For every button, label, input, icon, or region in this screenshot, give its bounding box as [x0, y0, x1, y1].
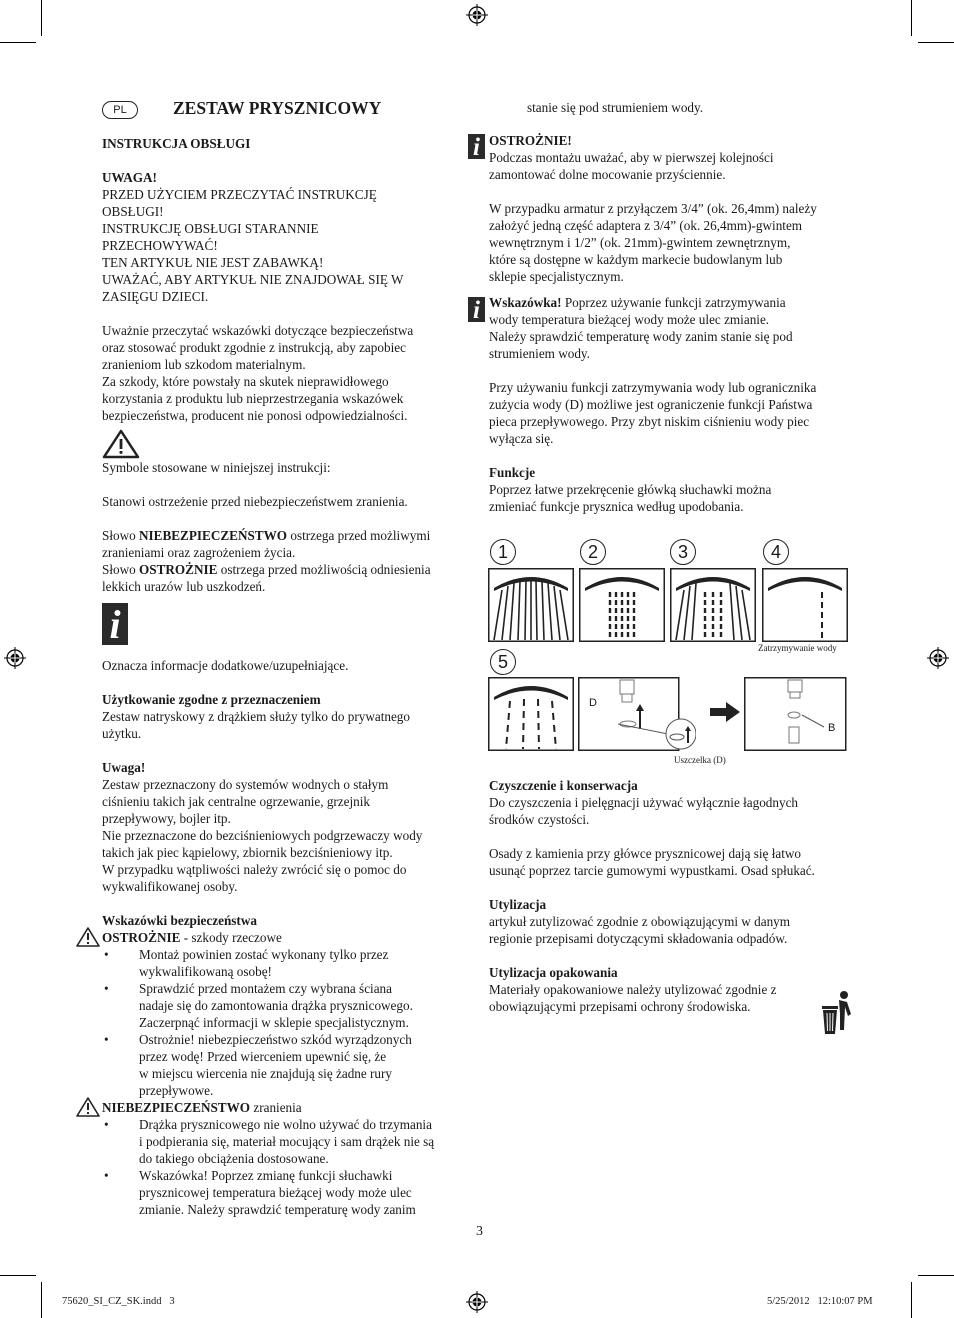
crop-mark — [41, 1282, 42, 1318]
spray-mode-5-icon — [488, 677, 574, 751]
note-line: takich jak piec kąpielowy, zbiornik bezciśnieniowy itp. — [102, 845, 393, 860]
packaging-line: obowiązującymi przepisami ochrony środowiska. — [489, 999, 751, 1014]
hint-line: Należy sprawdzić temperaturę wody zanim stanie się pod — [489, 329, 793, 344]
note-text — [102, 776, 472, 895]
limiter-line: Przy używaniu funkcji zatrzymywania wody lub ogranicznika — [489, 380, 817, 395]
continued-line: stanie się pod strumieniem wody. — [527, 100, 704, 115]
functions-text — [489, 481, 859, 515]
warning-line: ZASIĘGU DZIECI. — [102, 289, 209, 304]
intro-line: zranieniom lub szkodom materialnym. — [102, 357, 306, 372]
warning-triangle-icon — [76, 1097, 100, 1117]
warning-line: PRZECHOWYWAĆ! — [102, 238, 218, 253]
note-line: W przypadku wątpliwości należy zwrócić się o pomoc do — [102, 862, 407, 877]
symbols-text: Symbole stosowane w niniejszej instrukcji: — [102, 460, 331, 475]
cleaning-text — [489, 794, 859, 828]
bullet-text: Drążka prysznicowego nie wolno używać do trzymania i podpierania się, materiał mocujący i sam drążek nie są do takiego obciążenia dostosowane. — [139, 1117, 435, 1166]
danger-bullet — [102, 1116, 472, 1167]
warning-line: TEN ARTYKUŁ NIE JEST ZABAWKĄ! — [102, 255, 324, 270]
disposal-line: artykuł zutylizować zgodnie z obowiązującymi w danym — [489, 914, 791, 929]
functions-heading: Funkcje — [489, 465, 536, 480]
arrow-right-icon — [708, 701, 742, 723]
language-badge: PL — [102, 101, 138, 119]
note-line: wykwalifikowanej osoby. — [102, 879, 238, 894]
footer-file: 75620_SI_CZ_SK.indd 3 — [62, 1296, 175, 1307]
adapter-line: sklepie specjalistycznym. — [489, 269, 624, 284]
warning-triangle-icon — [76, 927, 100, 947]
bullet-mark: • — [104, 1117, 109, 1132]
caution-word: OSTROŻNIE — [139, 562, 218, 577]
limescale-line: Osady z kamienia przy główce prysznicowej dają się łatwo — [489, 846, 801, 861]
warning-line: INSTRUKCJĘ OBSŁUGI STARANNIE — [102, 221, 319, 236]
danger-word: NIEBEZPIECZEŃSTWO — [139, 528, 288, 543]
intro-text — [102, 322, 472, 424]
seal-assembly-diagram — [578, 677, 696, 755]
danger-pre: Słowo — [102, 528, 140, 543]
info-icon: i — [102, 603, 128, 645]
use-heading: Użytkowanie zgodne z przeznaczeniem — [102, 692, 321, 707]
trash-bin-icon — [819, 990, 855, 1036]
cleaning-line: środków czystości. — [489, 812, 590, 827]
cleaning-heading: Czyszczenie i konserwacja — [489, 778, 638, 793]
page-title: ZESTAW PRYSZNICOWY — [173, 98, 382, 118]
warning-heading: UWAGA! — [102, 170, 157, 185]
warning-triangle-icon — [102, 429, 140, 459]
caution-bullets — [102, 946, 472, 1099]
registration-mark-icon — [466, 4, 488, 26]
instruction-heading: INSTRUKCJA OBSŁUGI — [102, 136, 251, 151]
danger-post: ostrzega przed możliwymi — [287, 528, 431, 543]
intro-line: oraz stosować produkt zgodnie z instrukcją, aby zapobiec — [102, 340, 406, 355]
bullet-mark: • — [104, 947, 109, 962]
page-number: 3 — [476, 1224, 483, 1239]
caution-line: Podczas montażu uważać, aby w pierwszej kolejności — [489, 150, 774, 165]
mode-number-5: 5 — [490, 649, 516, 675]
crop-mark — [918, 1275, 954, 1276]
spray-mode-4-icon — [762, 568, 848, 642]
caution-text — [489, 149, 859, 183]
packaging-heading: Utylizacja opakowania — [489, 965, 618, 980]
mode-number-1: 1 — [490, 539, 516, 565]
adapter-line: założyć jedną część adaptera z 3/4” (ok. 26,4mm)-gwintem — [489, 218, 803, 233]
bullet-text: Montaż powinien zostać wykonany tylko przez wykwalifikowaną osobę! — [139, 947, 389, 979]
mode-number-2: 2 — [580, 539, 606, 565]
bullet-mark: • — [104, 981, 109, 996]
disposal-text — [489, 913, 859, 947]
note-line: ciśnieniu takich jak centralne ogrzewanie, grzejnik — [102, 794, 371, 809]
bullet-mark: • — [104, 1032, 109, 1047]
caution-heading: OSTROŻNIE! — [489, 133, 572, 148]
hint-line: wody temperatura bieżącej wody może ulec zmianie. — [489, 312, 770, 327]
adapter-line: które są dostępne w każdym markecie budowlanym lub — [489, 252, 783, 267]
registration-mark-icon — [466, 1291, 488, 1313]
limescale-text — [489, 845, 859, 879]
limiter-line: pieca przepływowego. Przy zbyt niskim ciśnieniu wody piec — [489, 414, 810, 429]
warning-text — [102, 186, 472, 305]
bullet-mark: • — [104, 1168, 109, 1183]
caution-line: zamontować dolne mocowanie przyściennie. — [489, 167, 726, 182]
crop-mark — [0, 1275, 36, 1276]
intro-line: bezpieczeństwa, producent nie ponosi odpowiedzialności. — [102, 408, 408, 423]
danger-label: NIEBEZPIECZEŃSTWO — [102, 1100, 251, 1115]
use-line: użytku. — [102, 726, 142, 741]
bullet-text: Ostrożnie! niebezpieczeństwo szkód wyrządzonych przez wodę! Przed wierceniem upewnić się, że w miejscu wiercenia nie znajdują się żadne rury przepływowe. — [139, 1032, 412, 1098]
danger-bullets — [102, 1116, 472, 1218]
registration-mark-icon — [4, 647, 26, 669]
limescale-line: usunąć poprzez tarcie gumowymi wypustkami. Osad spłukać. — [489, 863, 815, 878]
disposal-line: regionie przepisami dotyczącymi składowania odpadów. — [489, 931, 788, 946]
crop-mark — [0, 42, 36, 43]
crop-mark — [41, 0, 42, 36]
crop-mark — [918, 42, 954, 43]
right-column-lower — [489, 777, 859, 1015]
note-line: Zestaw przeznaczony do systemów wodnych o stałym — [102, 777, 389, 792]
use-line: Zestaw natryskowy z drążkiem służy tylko do prywatnego — [102, 709, 410, 724]
right-column — [473, 99, 859, 515]
intro-line: Za szkody, które powstały na skutek nieprawidłowego — [102, 374, 389, 389]
caution-bullet — [102, 946, 472, 980]
mode-number-4: 4 — [763, 539, 789, 565]
functions-figure — [486, 536, 866, 771]
danger-bullet — [102, 1167, 472, 1218]
limiter-line: wyłącza się. — [489, 431, 554, 446]
intro-line: Uważnie przeczytać wskazówki dotyczące bezpieczeństwa — [102, 323, 414, 338]
packaging-text — [489, 981, 859, 1015]
warning-meaning: Stanowi ostrzeżenie przed niebezpieczeństwem zranienia. — [102, 494, 408, 509]
hint-line: strumieniem wody. — [489, 346, 590, 361]
caution-bullet — [102, 1031, 472, 1099]
packaging-line: Materiały opakowaniowe należy utylizować zgodnie z — [489, 982, 777, 997]
seal-removed-diagram — [744, 677, 848, 753]
spray-mode-1-icon — [488, 568, 574, 642]
note-line: Nie przeznaczone do bezciśnieniowych podgrzewaczy wody — [102, 828, 423, 843]
use-text — [102, 708, 472, 742]
label-d: D — [589, 697, 597, 709]
hint-label: Wskazówka! — [489, 295, 562, 310]
mode-number-3: 3 — [670, 539, 696, 565]
spray-mode-2-icon — [579, 568, 665, 642]
left-column — [102, 135, 472, 1218]
label-b: B — [828, 722, 836, 734]
bullet-text: Sprawdzić przed montażem czy wybrana ściana nadaje się do zamontowania drążka prysznicowego. Zaczerpnąć informacji w sklepie specjalistycznym. — [139, 981, 413, 1030]
caution-pre: Słowo — [102, 562, 140, 577]
hint-text — [489, 311, 859, 362]
functions-line: Poprzez łatwe przekręcenie główką słuchawki można — [489, 482, 772, 497]
hint-first: Poprzez używanie funkcji zatrzymywania — [561, 295, 786, 310]
limiter-line: zużycia wody (D) możliwe jest ograniczenie funkcji Państwa — [489, 397, 813, 412]
caution-label: OSTROŻNIE — [102, 930, 181, 945]
seal-caption: Uszczelka (D) — [674, 755, 726, 765]
info-icon: i — [468, 297, 485, 322]
danger-definition — [102, 527, 472, 544]
adapter-line: wewnętrznym i 1/2” (ok. 21mm)-gwintem zewnętrznym, — [489, 235, 791, 250]
info-icon: i — [468, 134, 485, 159]
stop-caption: Zatrzymywanie wody — [758, 643, 837, 653]
spray-mode-3-icon — [670, 568, 756, 642]
registration-mark-icon — [927, 647, 949, 669]
footer-date: 5/25/2012 12:10:07 PM — [767, 1296, 873, 1307]
limiter-text — [489, 379, 859, 447]
intro-line: korzystania z produktu lub nieprzestrzegania wskazówek — [102, 391, 404, 406]
warning-line: UWAŻAĆ, ABY ARTYKUŁ NIE ZNAJDOWAŁ SIĘ W — [102, 272, 404, 287]
cleaning-line: Do czyszczenia i pielęgnacji używać wyłącznie łagodnych — [489, 795, 799, 810]
danger-line2: zranieniami oraz zagrożeniem życia. — [102, 545, 296, 560]
info-meaning: Oznacza informacje dodatkowe/uzupełniające. — [102, 658, 349, 673]
bullet-text: Wskazówka! Poprzez zmianę funkcji słuchawki prysznicowej temperatura bieżącej wody może ulec zmianie. Należy sprawdzić temperaturę wody zanim — [139, 1168, 416, 1217]
note-heading: Uwaga! — [102, 760, 146, 775]
crop-mark — [911, 1282, 912, 1318]
caution-post: ostrzega przed możliwością odniesienia — [217, 562, 431, 577]
safety-heading: Wskazówki bezpieczeństwa — [102, 913, 257, 928]
disposal-heading: Utylizacja — [489, 897, 547, 912]
crop-mark — [911, 0, 912, 36]
caution-label-post: - szkody rzeczowe — [180, 930, 282, 945]
adapter-text — [489, 200, 859, 285]
warning-line: OBSŁUGI! — [102, 204, 164, 219]
note-line: przepływowy, bojler itp. — [102, 811, 231, 826]
warning-line: PRZED UŻYCIEM PRZECZYTAĆ INSTRUKCJĘ — [102, 187, 377, 202]
caution-bullet — [102, 980, 472, 1031]
danger-label-post: zranienia — [250, 1100, 302, 1115]
caution-line2: lekkich urazów lub uszkodzeń. — [102, 579, 266, 594]
adapter-line: W przypadku armatur z przyłączem 3/4” (ok. 26,4mm) należy — [489, 201, 817, 216]
caution-definition — [102, 561, 472, 578]
functions-line: zmieniać funkcje prysznica według upodobania. — [489, 499, 744, 514]
